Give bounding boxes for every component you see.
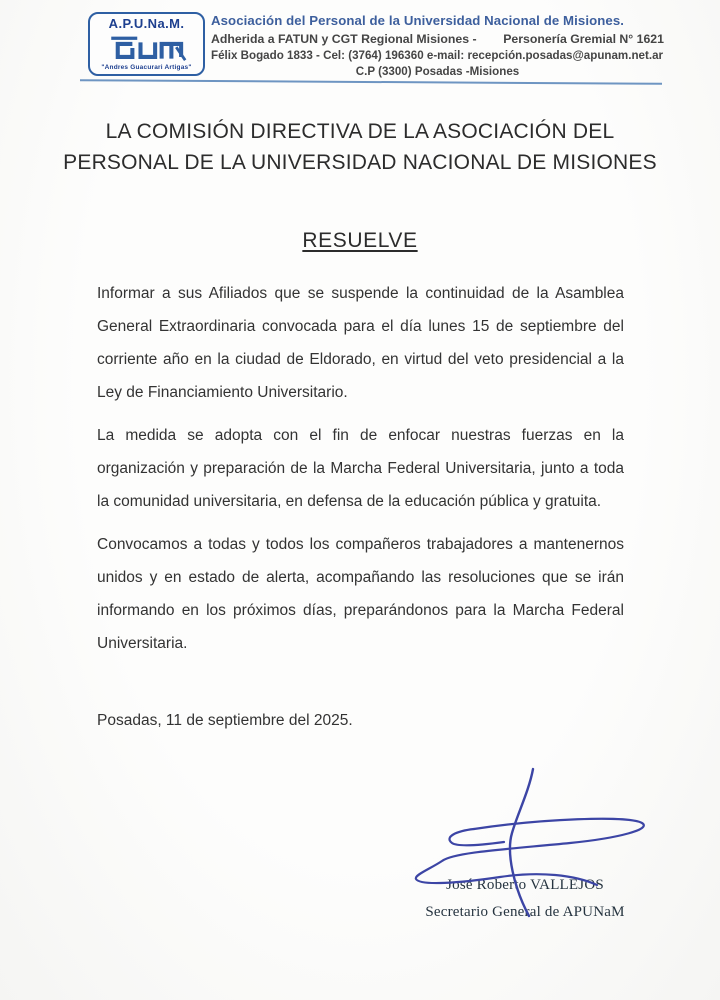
signer-name: José Roberto VALLEJOS: [446, 877, 604, 893]
gremial-number: Personería Gremial N° 1621: [503, 32, 664, 46]
paragraph-3: Convocamos a todas y todos los compañeros trabajadores a mantenernos unidos y en estado de alerta, acompañando las resoluciones que se irán informando en los próximos días, preparándonos para la Marcha Federal Universitaria.: [97, 536, 624, 652]
apunam-logo: [88, 12, 205, 76]
document-title: [40, 116, 680, 178]
document-title-line2: PERSONAL DE LA UNIVERSIDAD NACIONAL DE MISIONES: [63, 151, 657, 174]
paragraph-1: Informar a sus Afiliados que se suspende la continuidad de la Asamblea General Extraordinaria convocada para el día lunes 15 de septiembre del corriente año en la ciudad de Eldorado, en virtud del veto presidencial a la Ley de Financiamiento Universitario.: [97, 285, 624, 401]
resolve-heading: RESUELVE: [302, 229, 418, 252]
apunam-logo-glyph-icon: [103, 35, 191, 61]
resolution-body: [97, 277, 624, 670]
date-line: Posadas, 11 de septiembre del 2025.: [97, 712, 353, 729]
organization-name: Asociación del Personal de la Universidad Nacional de Misiones.: [211, 13, 625, 28]
affiliation-row: [211, 32, 664, 46]
logo-motto: "Andres Guacurari Artigas": [101, 64, 192, 71]
signature-block: [400, 753, 650, 938]
logo-acronym: A.P.U.Na.M.: [108, 16, 185, 31]
paragraph-2: La medida se adopta con el fin de enfocar nuestras fuerzas en la organización y preparación de la Marcha Federal Universitaria, junto a toda la comunidad universitaria, en defensa de la educación pública y gratuita.: [97, 427, 624, 510]
signer-role: Secretario General de APUNaM: [425, 904, 625, 920]
document-title-line1: LA COMISIÓN DIRECTIVA DE LA ASOCIACIÓN DEL: [105, 120, 615, 143]
city-line: C.P (3300) Posadas -Misiones: [355, 65, 520, 78]
header-separator-rule: [80, 79, 662, 85]
letterhead-text: [211, 13, 664, 78]
affiliation-text: Adherida a FATUN y CGT Regional Misiones -: [211, 32, 477, 46]
contact-line: Félix Bogado 1833 - Cel: (3764) 196360 e-mail: recepción.posadas@apunam.net.ar: [211, 49, 664, 62]
